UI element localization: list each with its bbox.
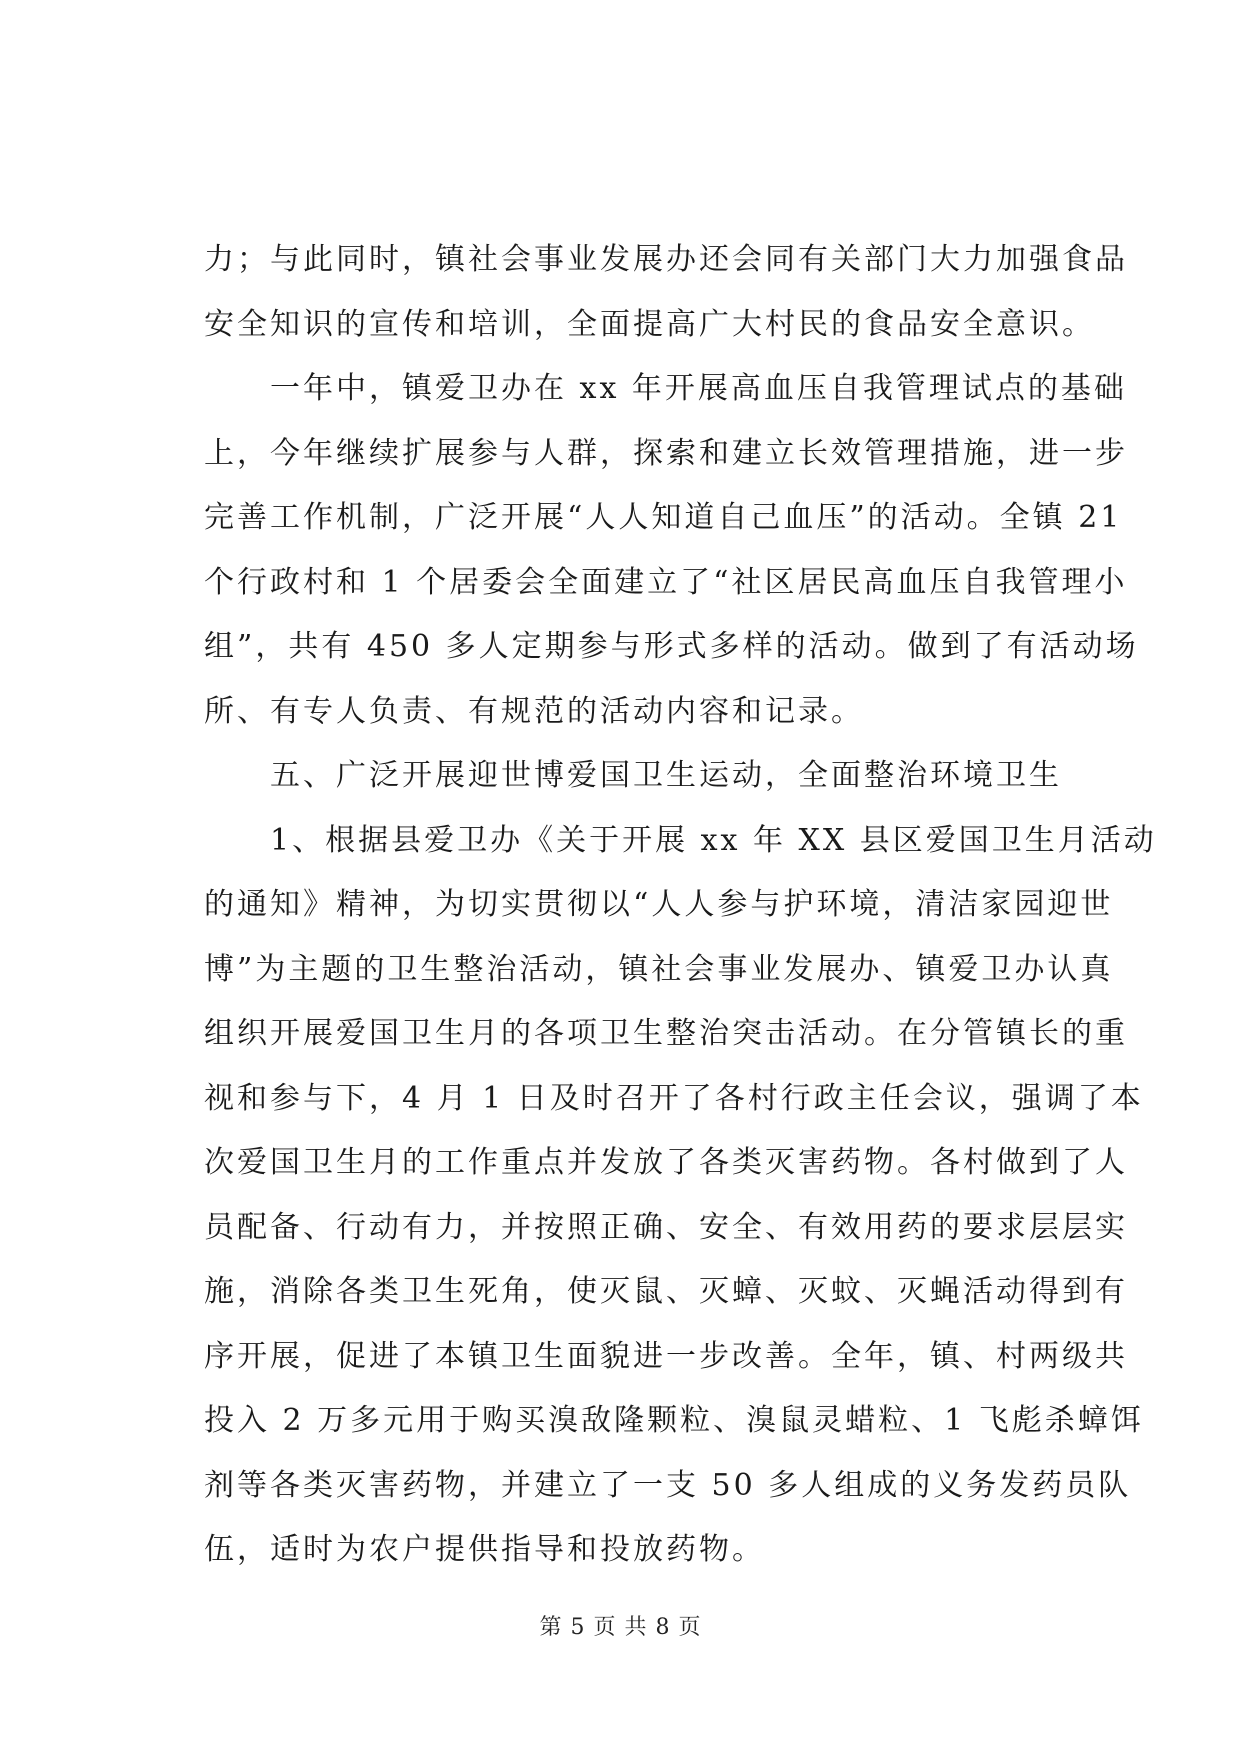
text-line: 施，消除各类卫生死角，使灭鼠、灭蟑、灭蚊、灭蝇活动得到有 <box>204 1274 1128 1309</box>
text-line: 投入 2 万多元用于购买溴敌隆颗粒、溴鼠灵蜡粒、1 飞彪杀蟑饵 <box>204 1403 1144 1438</box>
text-line: 序开展，促进了本镇卫生面貌进一步改善。全年，镇、村两级共 <box>204 1338 1128 1374</box>
text-line: 组织开展爱国卫生月的各项卫生整治突击活动。在分管镇长的重 <box>204 1016 1128 1051</box>
text-line: 视和参与下，4 月 1 日及时召开了各村行政主任会议，强调了本 <box>204 1080 1144 1116</box>
text-line: 的通知》精神，为切实贯彻以“人人参与护环境，清洁家园迎世 <box>204 887 1114 922</box>
text-line: 上，今年继续扩展参与人群，探索和建立长效管理措施，进一步 <box>204 435 1128 471</box>
text-line: 员配备、行动有力，并按照正确、安全、有效用药的要求层层实 <box>204 1209 1128 1245</box>
page-footer: 第 5 页 共 8 页 <box>539 1615 702 1640</box>
text-line: 所、有专人负责、有规范的活动内容和记录。 <box>204 693 864 729</box>
text-line: 剂等各类灭害药物，并建立了一支 50 多人组成的义务发药员队 <box>204 1467 1132 1503</box>
text-line: 个行政村和 1 个居委会全面建立了“社区居民高血压自我管理小 <box>204 564 1128 600</box>
text-line: 五、广泛开展迎世博爱国卫生运动，全面整治环境卫生 <box>270 758 1062 793</box>
text-line: 1、根据县爱卫办《关于开展 xx 年 XX 县区爱国卫生月活动 <box>270 822 1157 858</box>
text-line: 力；与此同时，镇社会事业发展办还会同有关部门大力加强食品 <box>204 242 1128 277</box>
text-line: 安全知识的宣传和培训，全面提高广大村民的食品安全意识。 <box>204 306 1095 342</box>
text-line: 组”，共有 450 多人定期参与形式多样的活动。做到了有活动场 <box>204 629 1139 664</box>
text-line: 博”为主题的卫生整治活动，镇社会事业发展办、镇爱卫办认真 <box>204 951 1114 987</box>
body-text <box>204 228 1157 1583</box>
text-line: 完善工作机制，广泛开展“人人知道自己血压”的活动。全镇 21 <box>204 500 1123 535</box>
text-line: 次爱国卫生月的工作重点并发放了各类灭害药物。各村做到了人 <box>204 1145 1128 1180</box>
text-line: 伍，适时为农户提供指导和投放药物。 <box>204 1532 765 1567</box>
text-line: 一年中，镇爱卫办在 xx 年开展高血压自我管理试点的基础 <box>270 371 1127 406</box>
